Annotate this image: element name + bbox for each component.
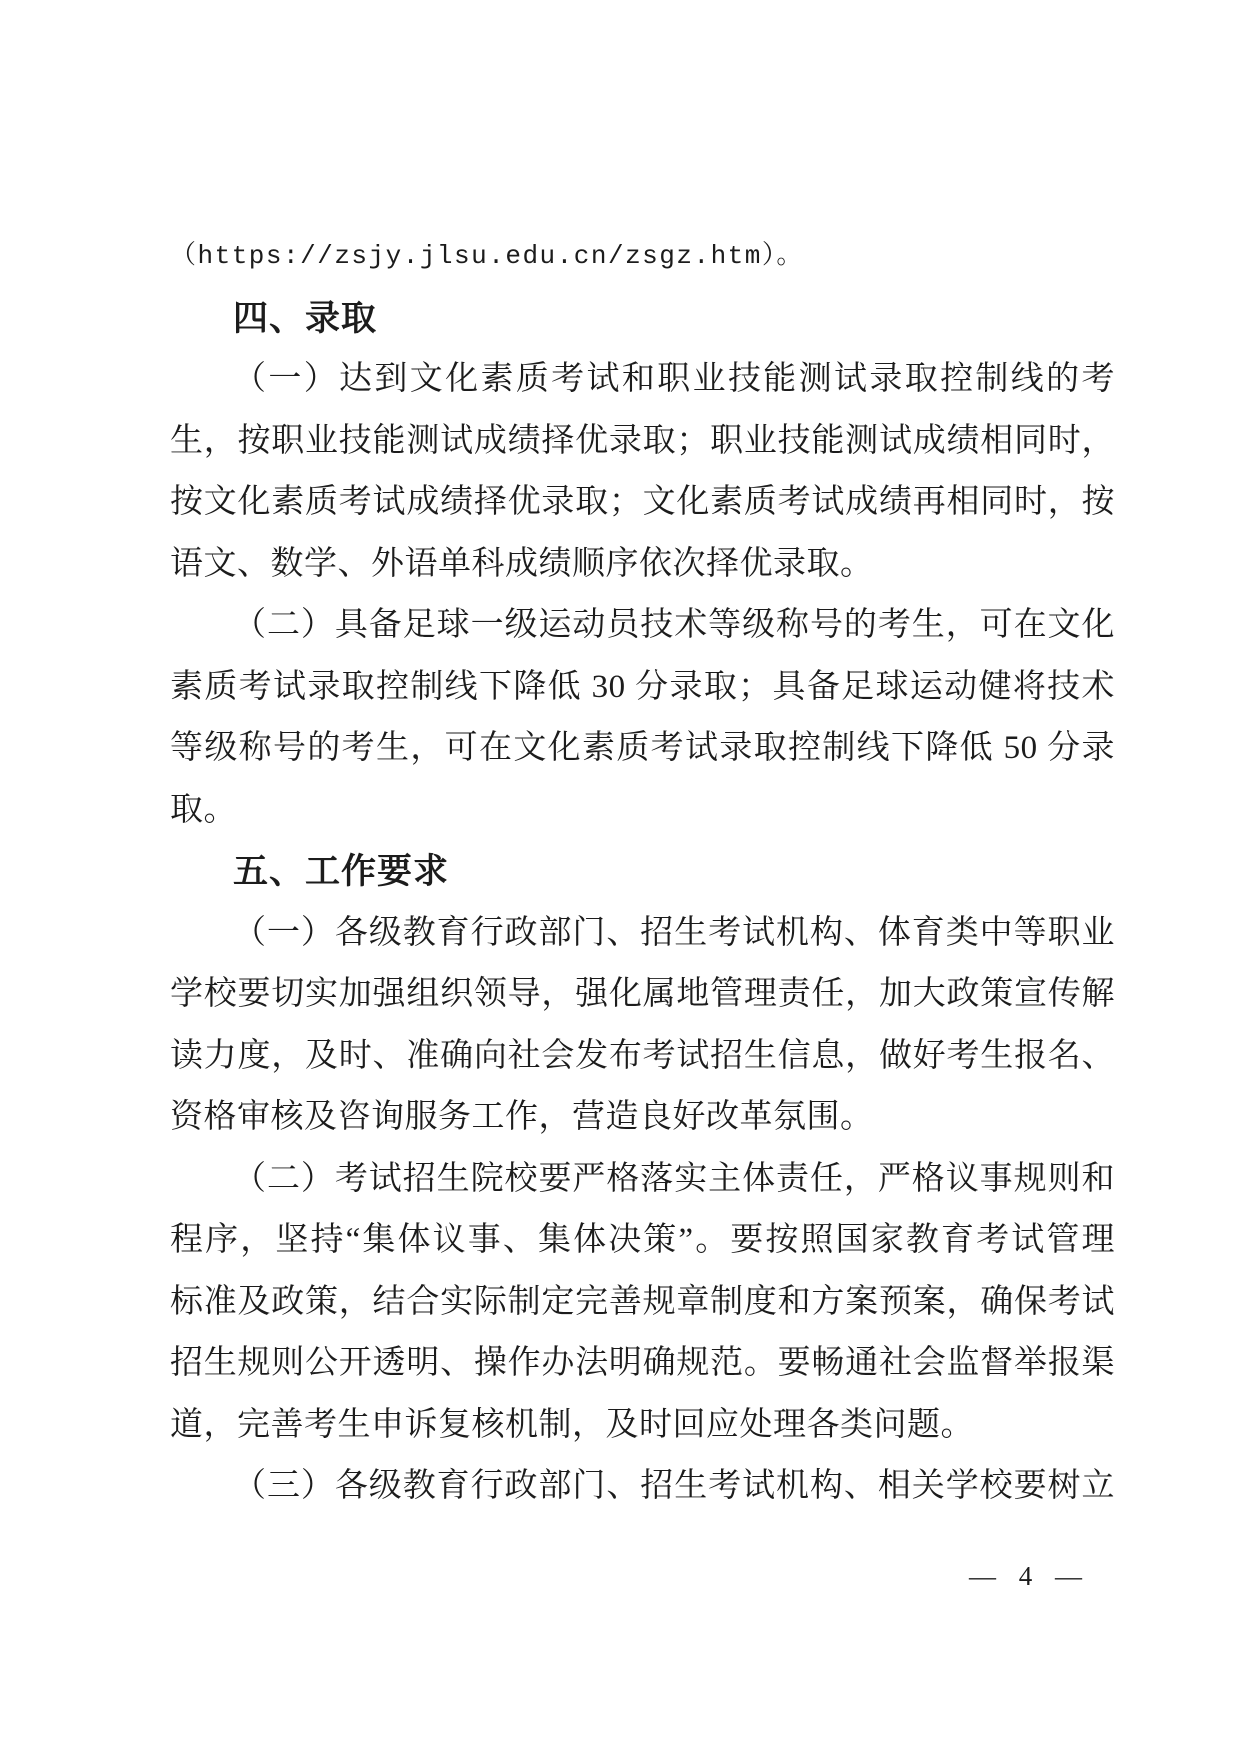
text-line: 资格审核及咨询服务工作，营造良好改革氛围。 [170,1099,874,1135]
url-line: （https://zsjy.jlsu.edu.cn/zsgz.htm）。 [170,241,804,271]
text-line: 招生规则公开透明、操作办法明确规范。要畅通社会监督举报渠 [170,1345,1115,1381]
text-line: （二）考试招生院校要严格落实主体责任，严格议事规则和 [233,1160,1115,1197]
section-heading: 五、工作要求 [233,852,450,891]
text-line: （一）各级教育行政部门、招生考试机构、体育类中等职业 [233,914,1115,951]
text-line: （三）各级教育行政部门、招生考试机构、相关学校要树立 [233,1468,1115,1504]
document-body [170,226,1115,1518]
text-line: 读力度，及时、准确向社会发布考试招生信息，做好考生报名、 [170,1037,1115,1074]
text-line: 等级称号的考生，可在文化素质考试录取控制线下降低 50 分录 [170,730,1115,766]
page-number: — 4 — [969,1561,1090,1591]
text-line: （一）达到文化素质考试和职业技能测试录取控制线的考 [233,361,1115,397]
text-line: 标准及政策，结合实际制定完善规章制度和方案预案，确保考试 [170,1283,1115,1320]
text-line: 生，按职业技能测试成绩择优录取；职业技能测试成绩相同时， [170,422,1115,459]
text-line: （二）具备足球一级运动员技术等级称号的考生，可在文化 [233,607,1115,643]
text-line: 取。 [170,791,237,828]
text-line: 程序，坚持“集体议事、集体决策”。要按照国家教育考试管理 [170,1222,1115,1258]
text-line: 素质考试录取控制线下降低 30 分录取；具备足球运动健将技术 [170,668,1115,705]
text-line: 学校要切实加强组织领导，强化属地管理责任，加大政策宣传解 [170,976,1115,1012]
text-line: 语文、数学、外语单科成绩顺序依次择优录取。 [170,545,874,582]
text-line: 按文化素质考试成绩择优录取；文化素质考试成绩再相同时，按 [170,484,1115,520]
text-line: 道，完善考生申诉复核机制，及时回应处理各类问题。 [170,1406,974,1443]
section-heading: 四、录取 [233,298,378,338]
